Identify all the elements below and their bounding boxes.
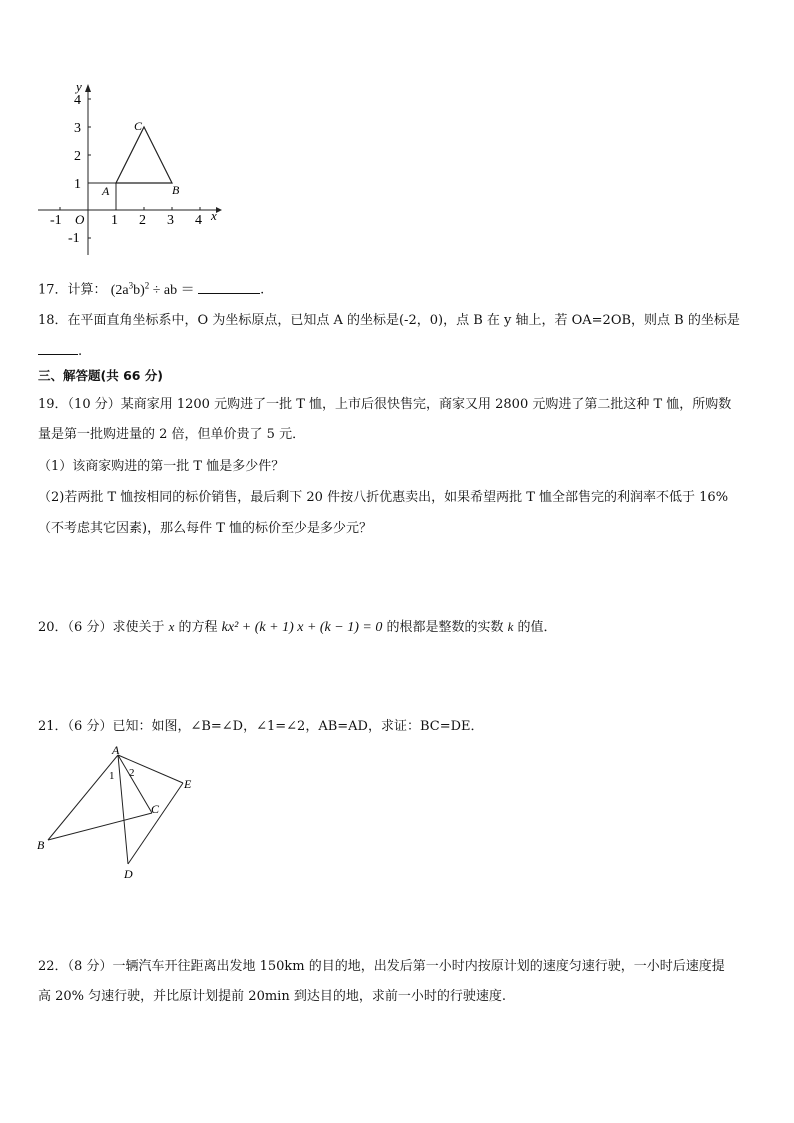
segment-ad <box>118 755 128 864</box>
q20-prefix: 20．（6 分）求使关于 <box>38 620 165 635</box>
q17-expression <box>110 280 198 298</box>
segment-ae <box>118 755 183 783</box>
question-19-line1: 19．（10 分）某商家用 1200 元购进了一批 T 恤，上市后很快售完，商家又用 2800 元购进了第二批这种 T 恤，所购数 <box>38 397 732 412</box>
q17-expr-mid: b) <box>133 282 145 298</box>
q17-exp1: 3 <box>128 280 134 290</box>
q20-var-k: k <box>507 619 514 634</box>
section-3-title: 三、解答题(共 66 分) <box>38 368 164 383</box>
q20-mid: 的方程 <box>178 620 218 635</box>
triangle-abc <box>116 127 172 183</box>
tick-x-4: 4 <box>195 213 202 228</box>
tick-y-3: 3 <box>74 121 81 136</box>
vertex-label-d: D <box>124 867 133 881</box>
question-19-part2-line1: （2)若两批 T 恤按相同的标价销售，最后剩下 20 件按八折优惠卖出，如果希望两批 T 恤全部售完的利润率不低于 16% <box>38 490 729 505</box>
point-label-a: A <box>102 184 110 198</box>
tick-y-2: 2 <box>74 149 81 164</box>
tick-x-neg1: -1 <box>50 213 62 228</box>
tick-x-1: 1 <box>111 213 118 228</box>
question-21: 21．（6 分）已知：如图，∠B=∠D，∠1=∠2，AB=AD，求证：BC=DE． <box>38 719 484 734</box>
segment-ac <box>118 755 152 813</box>
axis-label-x: x <box>211 208 217 223</box>
tick-y-4: 4 <box>74 93 81 108</box>
q18-answer-blank[interactable] <box>38 340 78 355</box>
q20-end: 的值． <box>517 620 557 635</box>
tick-x-3: 3 <box>167 213 174 228</box>
tick-x-2: 2 <box>139 213 146 228</box>
coordinate-graph <box>30 80 230 260</box>
segment-de <box>128 783 183 864</box>
question-22-line2: 高 20% 匀速行驶，并比原计划提前 20min 到达目的地，求前一小时的行驶速度. <box>38 989 506 1004</box>
geometry-figure <box>30 742 210 882</box>
point-label-b: B <box>172 183 180 197</box>
tick-y-1: 1 <box>74 177 81 192</box>
q17-expr-rest: ÷ ab ＝ <box>149 282 195 298</box>
origin-label: O <box>75 212 85 227</box>
vertex-label-b: B <box>37 838 45 852</box>
q20-equation: kx² + (k + 1) x + (k − 1) = 0 <box>221 620 383 635</box>
question-19-part2-line2: （不考虑其它因素)，那么每件 T 恤的标价至少是多少元？ <box>38 521 373 536</box>
question-19-line2: 量是第一批购进量的 2 倍，但单价贵了 5 元． <box>38 427 306 442</box>
segment-bc <box>48 813 152 840</box>
x-axis-arrow <box>216 207 222 213</box>
question-18 <box>38 312 740 330</box>
question-22-line1: 22．（8 分）一辆汽车开往距离出发地 150km 的目的地，出发后第一小时内按原计划的速度匀速行驶，一小时后速度提 <box>38 959 725 974</box>
q20-var-x: x <box>168 619 175 634</box>
q17-suffix: . <box>260 282 265 298</box>
q17-exp2: 2 <box>144 280 150 290</box>
question-19-part1: （1）该商家购进的第一批 T 恤是多少件？ <box>38 459 285 474</box>
segment-ab <box>48 755 118 840</box>
point-label-c: C <box>134 119 143 133</box>
q17-expr-base: (2a <box>110 282 129 298</box>
y-axis-arrow <box>85 84 91 92</box>
axis-label-y: y <box>76 80 82 94</box>
q20-after: 的根都是整数的实数 <box>386 620 504 635</box>
q18-text: 18．在平面直角坐标系中，O 为坐标原点，已知点 A 的坐标是(-2，0)，点 B 在 y 轴上，若 OA=2OB，则点 B 的坐标是 <box>38 313 740 328</box>
q17-prefix: 17．计算： <box>38 282 107 298</box>
question-20 <box>38 618 557 637</box>
question-18-blank-line <box>38 340 82 361</box>
q17-answer-blank[interactable] <box>198 279 260 294</box>
vertex-label-a: A <box>112 743 120 757</box>
q18-suffix: . <box>78 344 83 359</box>
angle-label-2: 2 <box>129 767 135 779</box>
tick-y-neg1: -1 <box>68 231 80 246</box>
angle-label-1: 1 <box>109 770 115 782</box>
vertex-label-e: E <box>184 777 192 791</box>
vertex-label-c: C <box>151 802 160 816</box>
question-17 <box>38 276 264 300</box>
